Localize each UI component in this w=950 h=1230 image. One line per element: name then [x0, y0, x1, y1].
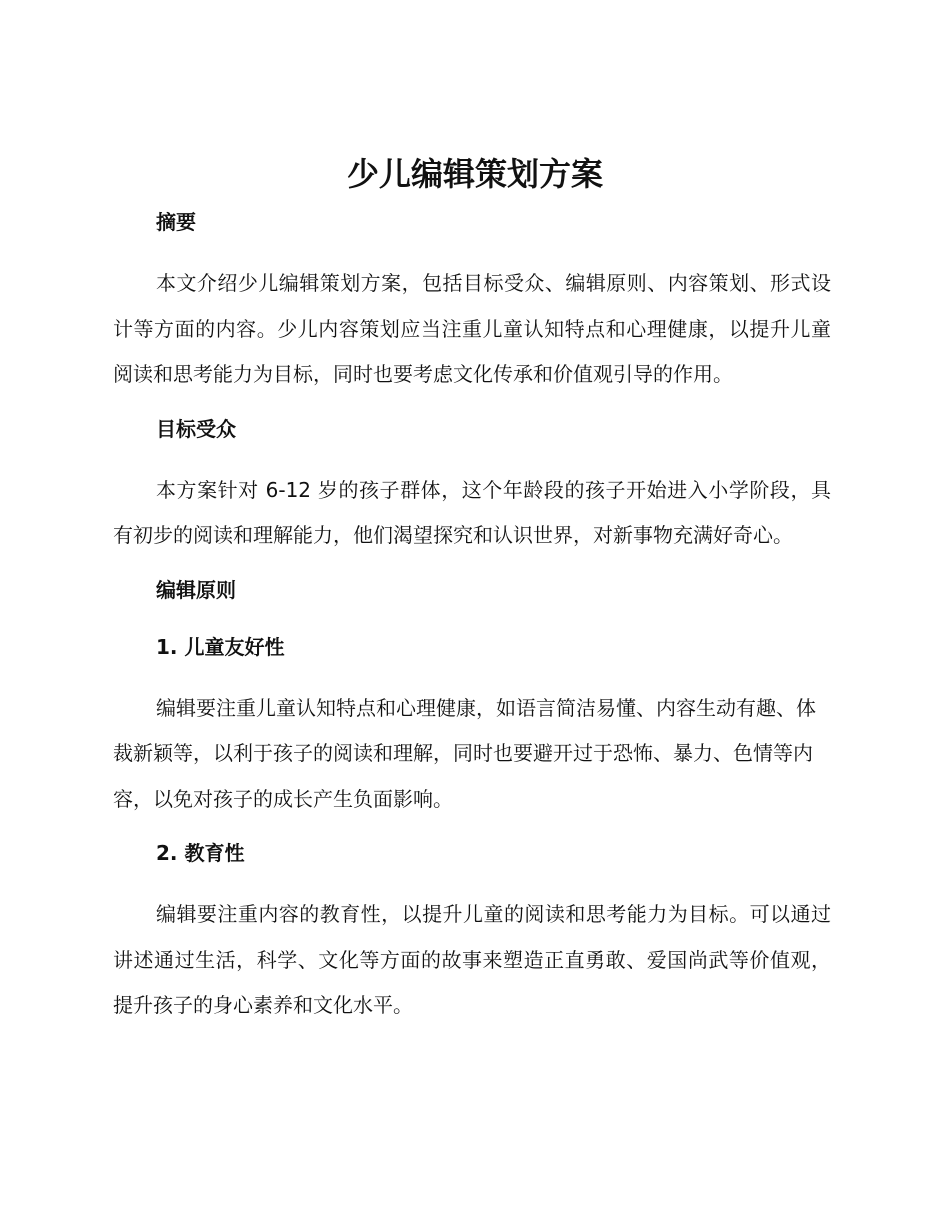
section-heading-audience: 目标受众	[156, 416, 236, 441]
paragraph-educational: 编辑要注重内容的教育性，以提升儿童的阅读和思考能力为目标。可以通过讲述通过生活，科学、文化等方面的故事来塑造正直勇敢、爱国尚武等价值观，提升孩子的身心素养和文化水平。	[113, 902, 831, 1017]
paragraph-audience: 本方案针对 6-12 岁的孩子群体，这个年龄段的孩子开始进入小学阶段，具有初步的阅读和理解能力，他们渴望探究和认识世界，对新事物充满好奇心。	[113, 477, 831, 547]
paragraph-abstract: 本文介绍少儿编辑策划方案，包括目标受众、编辑原则、内容策划、形式设计等方面的内容。少儿内容策划应当注重儿童认知特点和心理健康，以提升儿童阅读和思考能力为目标，同时也要考虑文化传承和价值观引导的作用。	[113, 271, 831, 386]
paragraph-child-friendly: 编辑要注重儿童认知特点和心理健康，如语言简洁易懂、内容生动有趣、体裁新颖等，以利于孩子的阅读和理解，同时也要避开过于恐怖、暴力、色情等内容，以免对孩子的成长产生负面影响。	[113, 695, 816, 811]
section-heading-abstract: 摘要	[156, 210, 196, 234]
document-body	[113, 204, 831, 1042]
subsection-heading-educational: 2. 教育性	[156, 841, 245, 865]
section-heading-principles: 编辑原则	[156, 577, 236, 602]
subsection-heading-child-friendly: 1. 儿童友好性	[156, 634, 285, 659]
document-title: 少儿编辑策划方案	[346, 155, 603, 193]
